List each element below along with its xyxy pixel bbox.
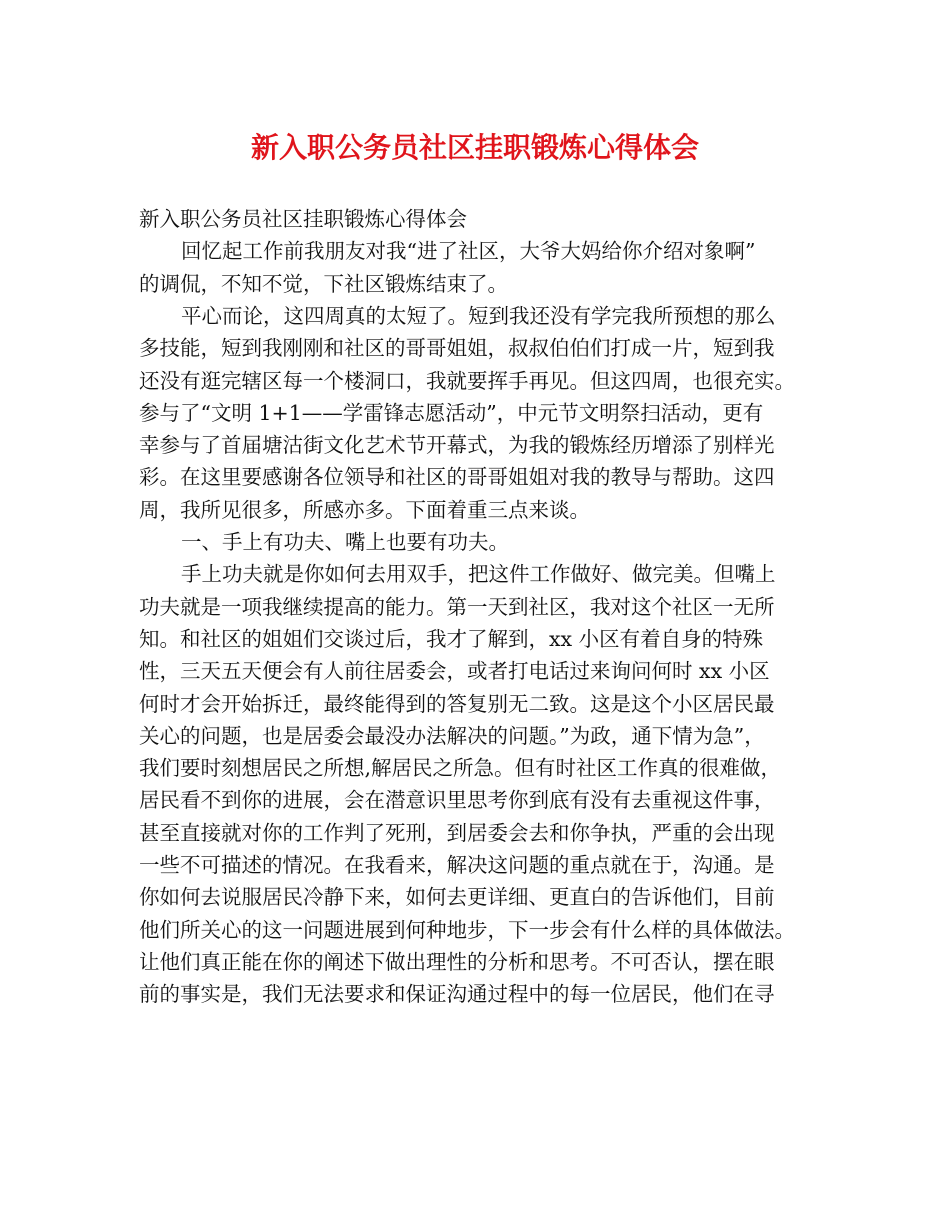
document-line: 你如何去说服居民冷静下来，如何去更详细、更直白的告诉他们，目前 xyxy=(139,885,775,910)
document-line: 何时才会开始拆迁，最终能得到的答复别无二致。这是这个小区居民最 xyxy=(139,691,775,716)
document-line: 多技能，短到我刚刚和社区的哥哥姐姐，叔叔伯伯们打成一片，短到我 xyxy=(139,336,775,361)
document-title: 新入职公务员社区挂职锻炼心得体会 xyxy=(250,131,699,164)
document-line: 一些不可描述的情况。在我看来，解决这问题的重点就在于，沟通。是 xyxy=(139,853,775,877)
document-line: 一、手上有功夫、嘴上也要有功夫。 xyxy=(181,530,509,554)
document-line: 关心的问题，也是居委会最没办法解决的问题。”为政，通下情为急”， xyxy=(139,723,765,748)
document-line: 参与了“文明 1+1——学雷锋志愿活动”，中元节文明祭扫活动，更有 xyxy=(139,400,764,425)
document-line: 性，三天五天便会有人前往居委会，或者打电话过来询问何时 xx 小区 xyxy=(139,659,770,684)
document-line: 让他们真正能在你的阐述下做出理性的分析和思考。不可否认，摆在眼 xyxy=(139,949,775,974)
document-line: 他们所关心的这一问题进展到何种地步，下一步会有什么样的具体做法。 xyxy=(139,917,795,942)
document-line: 新入职公务员社区挂职锻炼心得体会 xyxy=(139,207,467,231)
document-line: 功夫就是一项我继续提高的能力。第一天到社区，我对这个社区一无所 xyxy=(139,594,775,619)
document-line: 还没有逛完辖区每一个楼洞口，我就要挥手再见。但这四周，也很充实。 xyxy=(139,368,795,393)
document-line: 周，我所见很多，所感亦多。下面着重三点来谈。 xyxy=(139,497,590,522)
document-line: 前的事实是，我们无法要求和保证沟通过程中的每一位居民，他们在寻 xyxy=(139,982,775,1007)
document-line: 的调侃，不知不觉，下社区锻炼结束了。 xyxy=(139,271,508,296)
document-line: 居民看不到你的进展，会在潜意识里思考你到底有没有去重视这件事， xyxy=(139,788,775,813)
document-line: 彩。在这里要感谢各位领导和社区的哥哥姐姐对我的教导与帮助。这四 xyxy=(139,465,775,490)
document-line: 平心而论，这四周真的太短了。短到我还没有学完我所预想的那么 xyxy=(181,303,776,328)
document-line: 手上功夫就是你如何去用双手，把这件工作做好、做完美。但嘴上 xyxy=(181,562,776,587)
document-line: 回忆起工作前我朋友对我“进了社区，大爷大妈给你介绍对象啊” xyxy=(181,239,756,264)
document-line: 我们要时刻想居民之所想,解居民之所急。但有时社区工作真的很难做， xyxy=(139,756,782,781)
document-line: 知。和社区的姐姐们交谈过后，我才了解到，xx 小区有着自身的特殊 xyxy=(139,626,764,651)
document-line: 幸参与了首届塘沽街文化艺术节开幕式，为我的锻炼经历增添了别样光 xyxy=(139,433,775,458)
document-line: 甚至直接就对你的工作判了死刑，到居委会去和你争执，严重的会出现 xyxy=(139,820,775,845)
